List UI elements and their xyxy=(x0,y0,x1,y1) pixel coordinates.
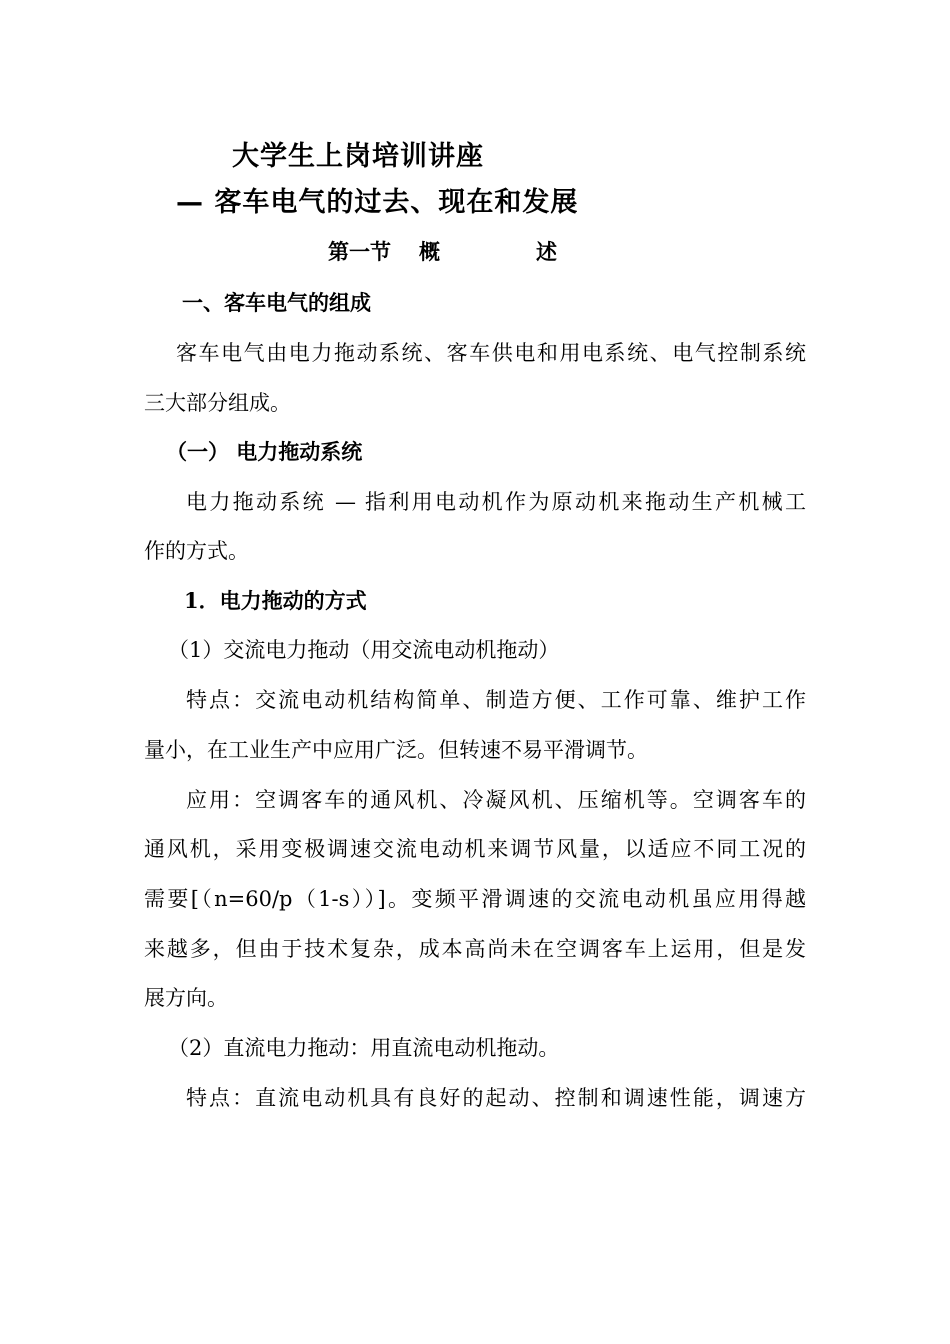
paragraph-1-line-1: 客车电气由电力拖动系统、客车供电和用电系统、电气控制系统 xyxy=(176,341,806,365)
paragraph-2-line-2: 作的方式。 xyxy=(144,539,249,563)
section-title xyxy=(328,240,557,264)
heading-composition: 一、客车电气的组成 xyxy=(182,290,371,315)
heading-drive-methods: 1．电力拖动的方式 xyxy=(184,588,367,613)
paragraph-4-line-3: 需要[（n=60/p（1-s））]。变频平滑调速的交流电动机虽应用得越 xyxy=(144,887,806,911)
paragraph-4-line-5: 展方向。 xyxy=(144,986,228,1010)
section-title-char-1: 概 xyxy=(419,239,440,264)
paragraph-2-line-1: 电力拖动系统 — 指利用电动机作为原动机来拖动生产机械工 xyxy=(186,490,806,514)
title-line-1: 大学生上岗培训讲座 xyxy=(232,141,484,172)
paragraph-4-line-1: 应用：空调客车的通风机、冷凝风机、压缩机等。空调客车的 xyxy=(186,788,806,812)
heading-electric-drive: （一） 电力拖动系统 xyxy=(166,439,363,464)
section-title-number: 第一节 xyxy=(328,239,391,264)
paragraph-1-line-2: 三大部分组成。 xyxy=(144,391,291,415)
item-ac-drive: （1）交流电力拖动（用交流电动机拖动） xyxy=(168,638,560,662)
item-dc-drive: （2）直流电力拖动：用直流电动机拖动。 xyxy=(168,1036,560,1060)
title-line-2: — 客车电气的过去、现在和发展 xyxy=(176,187,579,218)
paragraph-4-line-4: 来越多，但由于技术复杂，成本高尚未在空调客车上运用，但是发 xyxy=(144,937,806,961)
paragraph-5-line-1: 特点：直流电动机具有良好的起动、控制和调速性能，调速方 xyxy=(186,1086,806,1110)
paragraph-4-line-2: 通风机，采用变极调速交流电动机来调节风量，以适应不同工况的 xyxy=(144,837,806,861)
section-title-char-2: 述 xyxy=(536,239,557,264)
paragraph-3-line-2: 量小，在工业生产中应用广泛。但转速不易平滑调节。 xyxy=(144,738,648,762)
paragraph-3-line-1: 特点：交流电动机结构简单、制造方便、工作可靠、维护工作 xyxy=(186,688,806,712)
